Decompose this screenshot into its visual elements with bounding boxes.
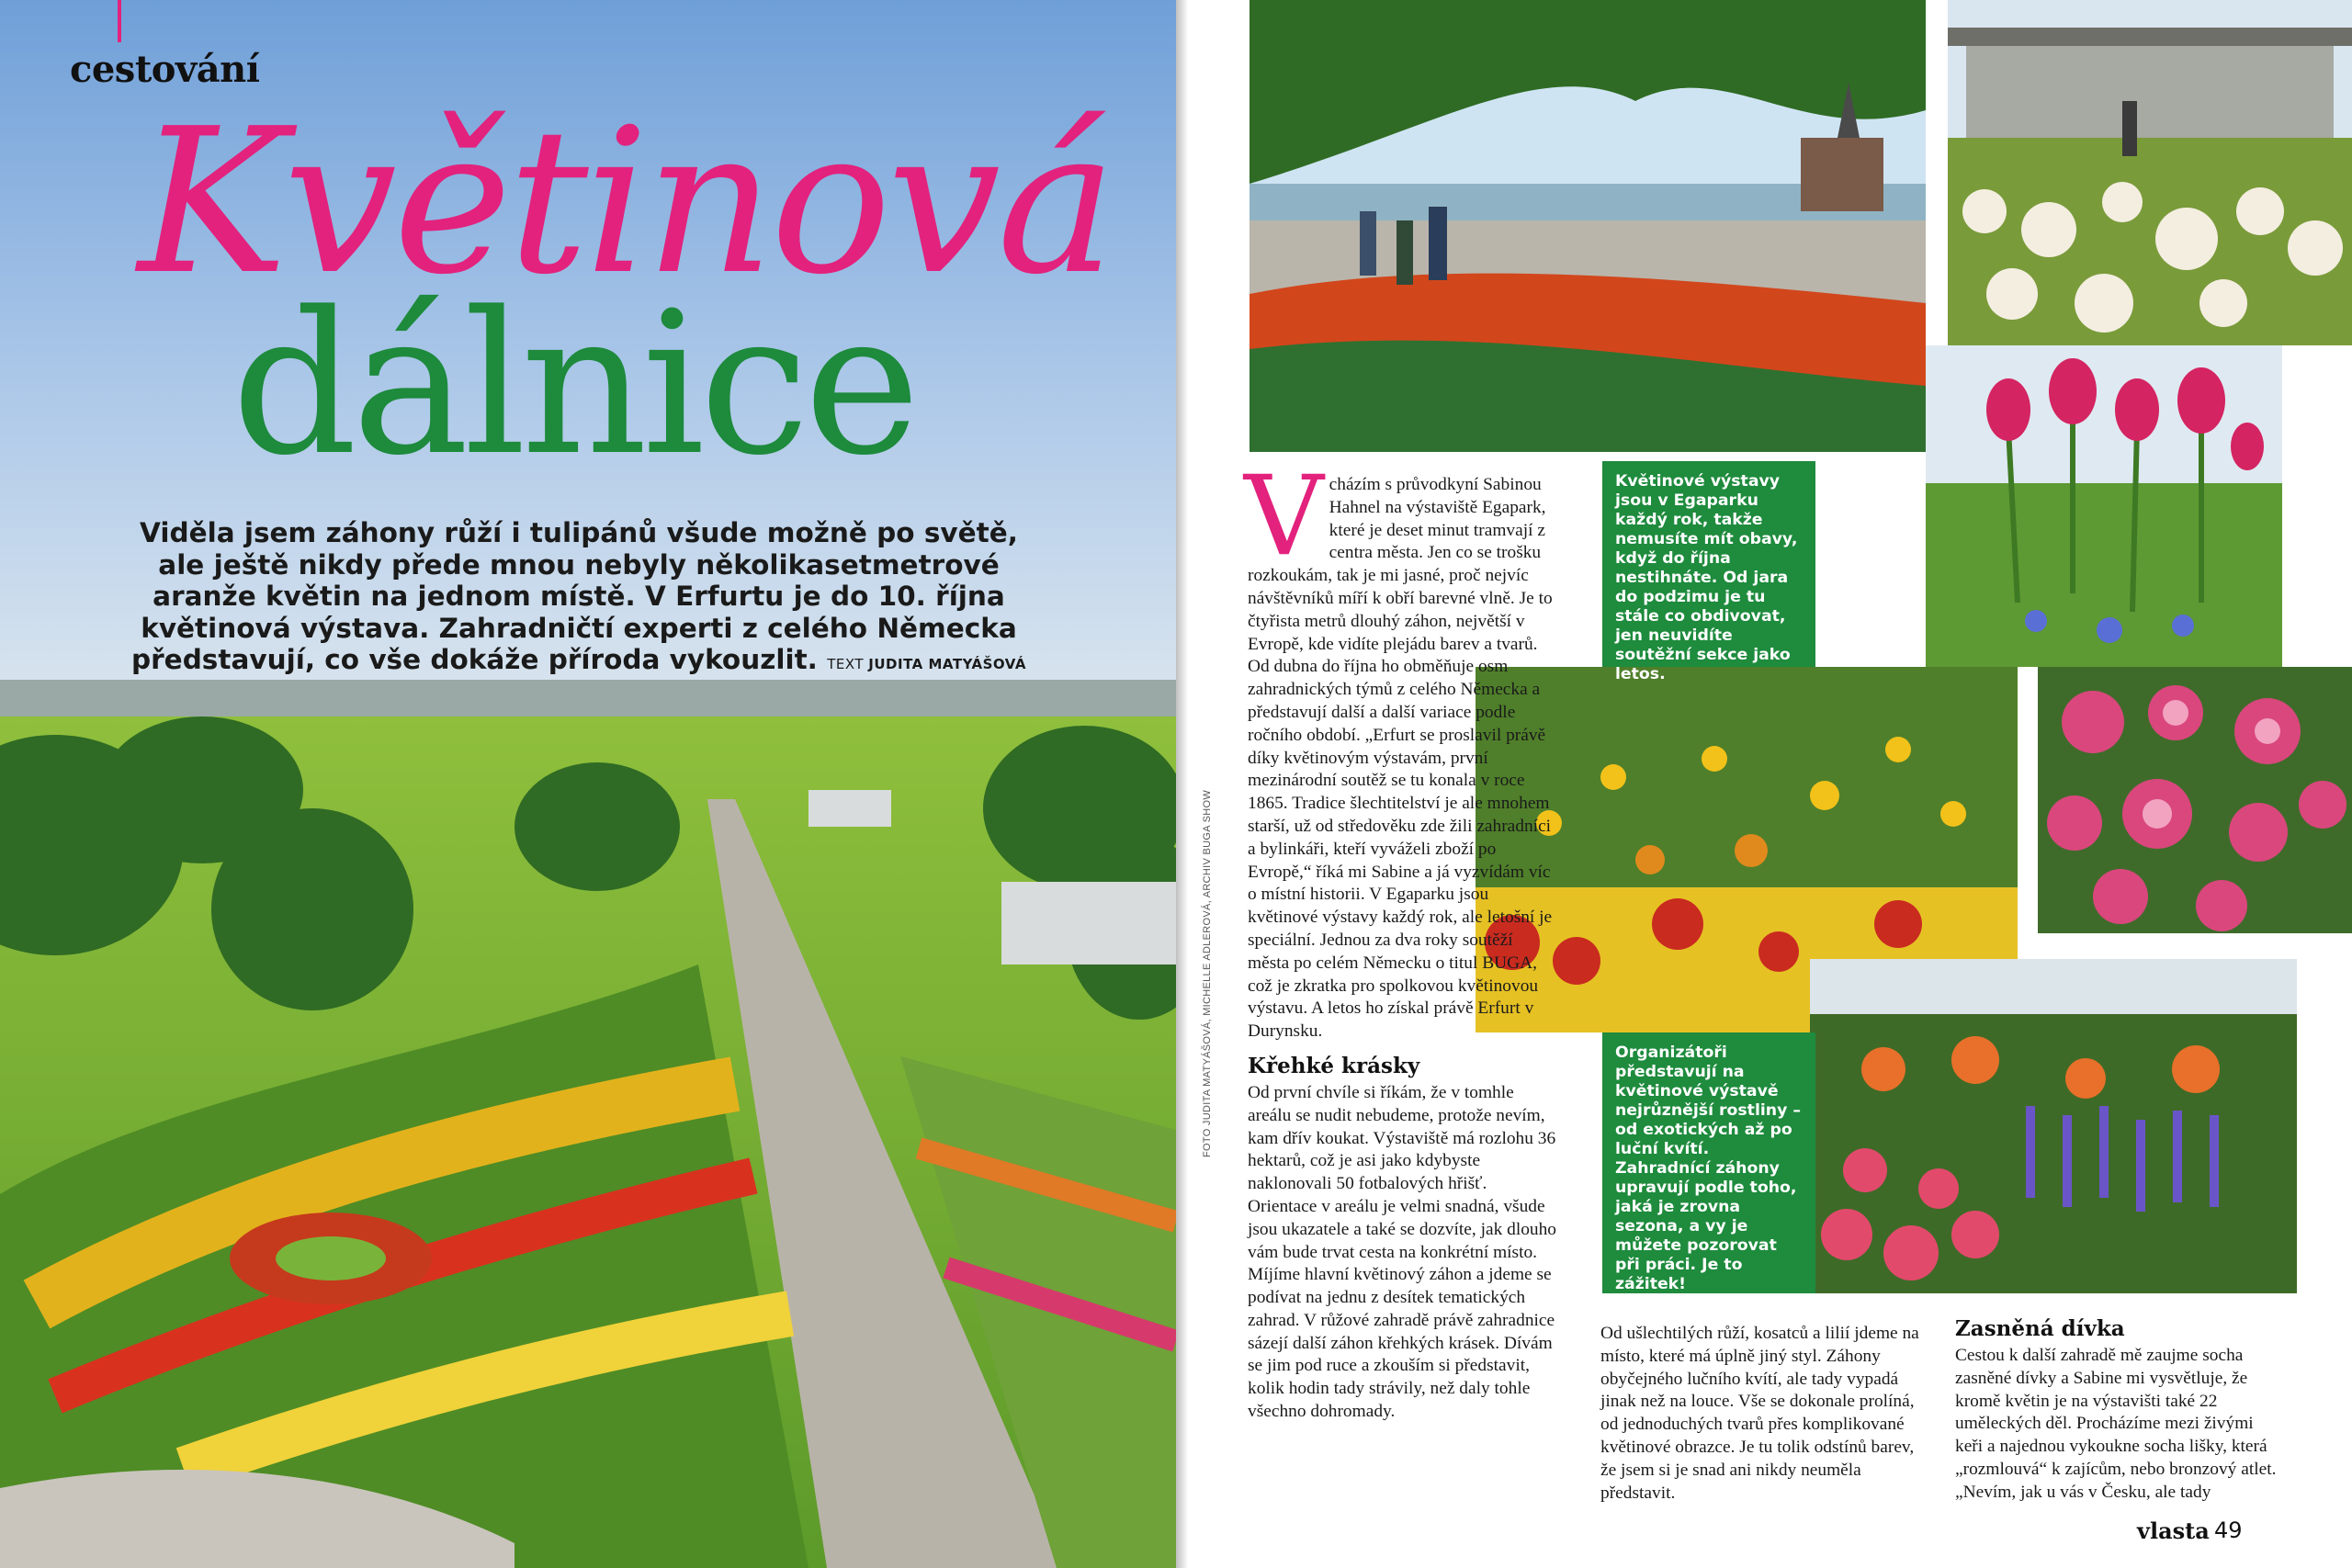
article-column-1 — [1244, 453, 1556, 1424]
article-paragraph-3: Od ušlechtilých růží, kosatců a lilií jdeme na místo, které má úplně jiný styl. Záhony obyčejného lučního kvítí, ale tady vypadá jinak než na louce. Vše se dokonale prolíná, od jednoduchých tvarů přes komplikované květinové obrazce. Je tu tolik odstínů barev, že jsem si je snad ani nikdy neuměla představit. — [1600, 1324, 1919, 1503]
article-column-3 — [1955, 1317, 2280, 1505]
title-line-2: dálnice — [232, 270, 915, 499]
roses-photo — [2038, 667, 2352, 933]
park-visitors-photo — [1250, 0, 1926, 452]
title-line-1: Květinová — [138, 86, 1114, 319]
article-paragraph-4: Cestou k další zahradě mě zaujme socha zasněné dívky a Sabine mi vysvětluje, že kromě květin je na výstavišti také 22 uměleckých děl. Procházíme mezi živými keři a najednou vykoukne socha lišky, která „rozmlouvá“ k zajícům, nebo bronzový atlet. „Nevím, jak u vás v Česku, ale tady — [1955, 1346, 2277, 1502]
drop-cap: V — [1244, 453, 1324, 581]
flower-border-photo — [1810, 959, 2297, 1293]
section-label: cestování — [70, 48, 260, 91]
photo-credit: FOTO JUDITA MATYÁŠOVÁ, MICHELLE ADLEROVÁ, ARCHIV BUGA SHOW — [1202, 789, 1213, 1157]
tulips-photo — [1926, 345, 2282, 667]
sidebar-box-exhibitions: Květinové výstavy jsou v Egaparku každý rok, takže nemusíte mít obavy, když do října nestihnáte. Od jara do podzimu je tu stále co obdivovat, jen neuvidíte soutěžní sekce jako letos. — [1602, 461, 1815, 667]
article-column-2 — [1600, 1323, 1922, 1505]
palace-garden-photo — [1948, 0, 2352, 345]
credit-author: JUDITA MATYÁŠOVÁ — [868, 656, 1026, 672]
page-gutter-shadow — [1176, 0, 1196, 1568]
lead-paragraph — [119, 517, 1038, 681]
magazine-brand: vlasta — [2137, 1517, 2210, 1544]
article-paragraph-1: cházím s průvodkyní Sabinou Hahnel na výstaviště Egapark, které je deset minut tramvají z centra města. Jen co se trošku rozkoukám, tak je mi jasné, proč nejvíc návštěvníků míří k obří barevné vlně. Je to čtyřista metrů dlouhý záhon, největší v Evropě, kde vidíte plejádu barev a tvarů. Od dubna do října ho obměňuje osm zahradnických týmů z celého Německa a představují další a další variace podle ročního období. „Erfurt se proslavil právě díky květinovým výstavám, první mezinárodní soutěž se tu konala v roce 1865. Tradice šlechtitelství je ale mnohem starší, už od středověku zde žili zahradníci a bylinkáři, kteří vyváželi zboží po Evropě,“ říká mi Sabine a já vyzvídám víc o místní historii. V Egaparku jsou květinové výstavy každý rok, ale letošní je speciální. Jednou za dva roky soutěží města po celém Německu o titul BUGA, což je zkratka pro spolkovou květinovou výstavu. A letos ho získal právě Erfurt v Durynsku. — [1248, 475, 1553, 1042]
section-marker-bar — [118, 0, 121, 42]
lead-text: Viděla jsem záhony růží i tulipánů všude možně po světě, ale ještě nikdy přede mnou nebyly několikasetmetrové aranže květin na jednom místě. V Erfurtu je do 10. října květinová výstava. Zahradničtí experti z celého Německa představují, co vše dokáže příroda vykouzlit. — [131, 517, 1018, 675]
subheading-krehke-krasky: Křehké krásky — [1248, 1053, 1420, 1078]
credit-prefix: TEXT — [827, 656, 865, 672]
text-credit — [827, 656, 1026, 672]
article-paragraph-2: Od první chvíle si říkám, že v tomhle areálu se nudit nebudeme, protože nevím, kam dřív koukat. Výstaviště má rozlohu 36 hektarů, což je asi jako kdybyste naklonovali 50 fotbalových hřišť. Orientace v areálu je velmi snadná, všude jsou ukazatele a také se dozvíte, jak dlouho vám bude trvat cesta na konkrétní místo. Míjíme hlavní květinový záhon a jdeme se podívat na jednu z desítek tematických zahrad. V růžové zahradě právě zahradnice sázejí další záhon křehkých krásek. Dívám se jim pod ruce a zkouším si představit, kolik hodin tady strávily, než daly tohle všechno dohromady. — [1248, 1082, 1556, 1422]
sidebar-box-organizers: Organizátoři představují na květinové výstavě nejrůznější rostliny – od exotických až po luční kvítí. Zahradnící záhony upravují podle toho, jaká je zrovna sezona, a vy je můžete pozorovat při práci. Je to zážitek! — [1602, 1032, 1815, 1293]
subheading-zasnena-divka: Zasněná dívka — [1955, 1316, 2125, 1341]
page-number: 49 — [2214, 1517, 2243, 1543]
